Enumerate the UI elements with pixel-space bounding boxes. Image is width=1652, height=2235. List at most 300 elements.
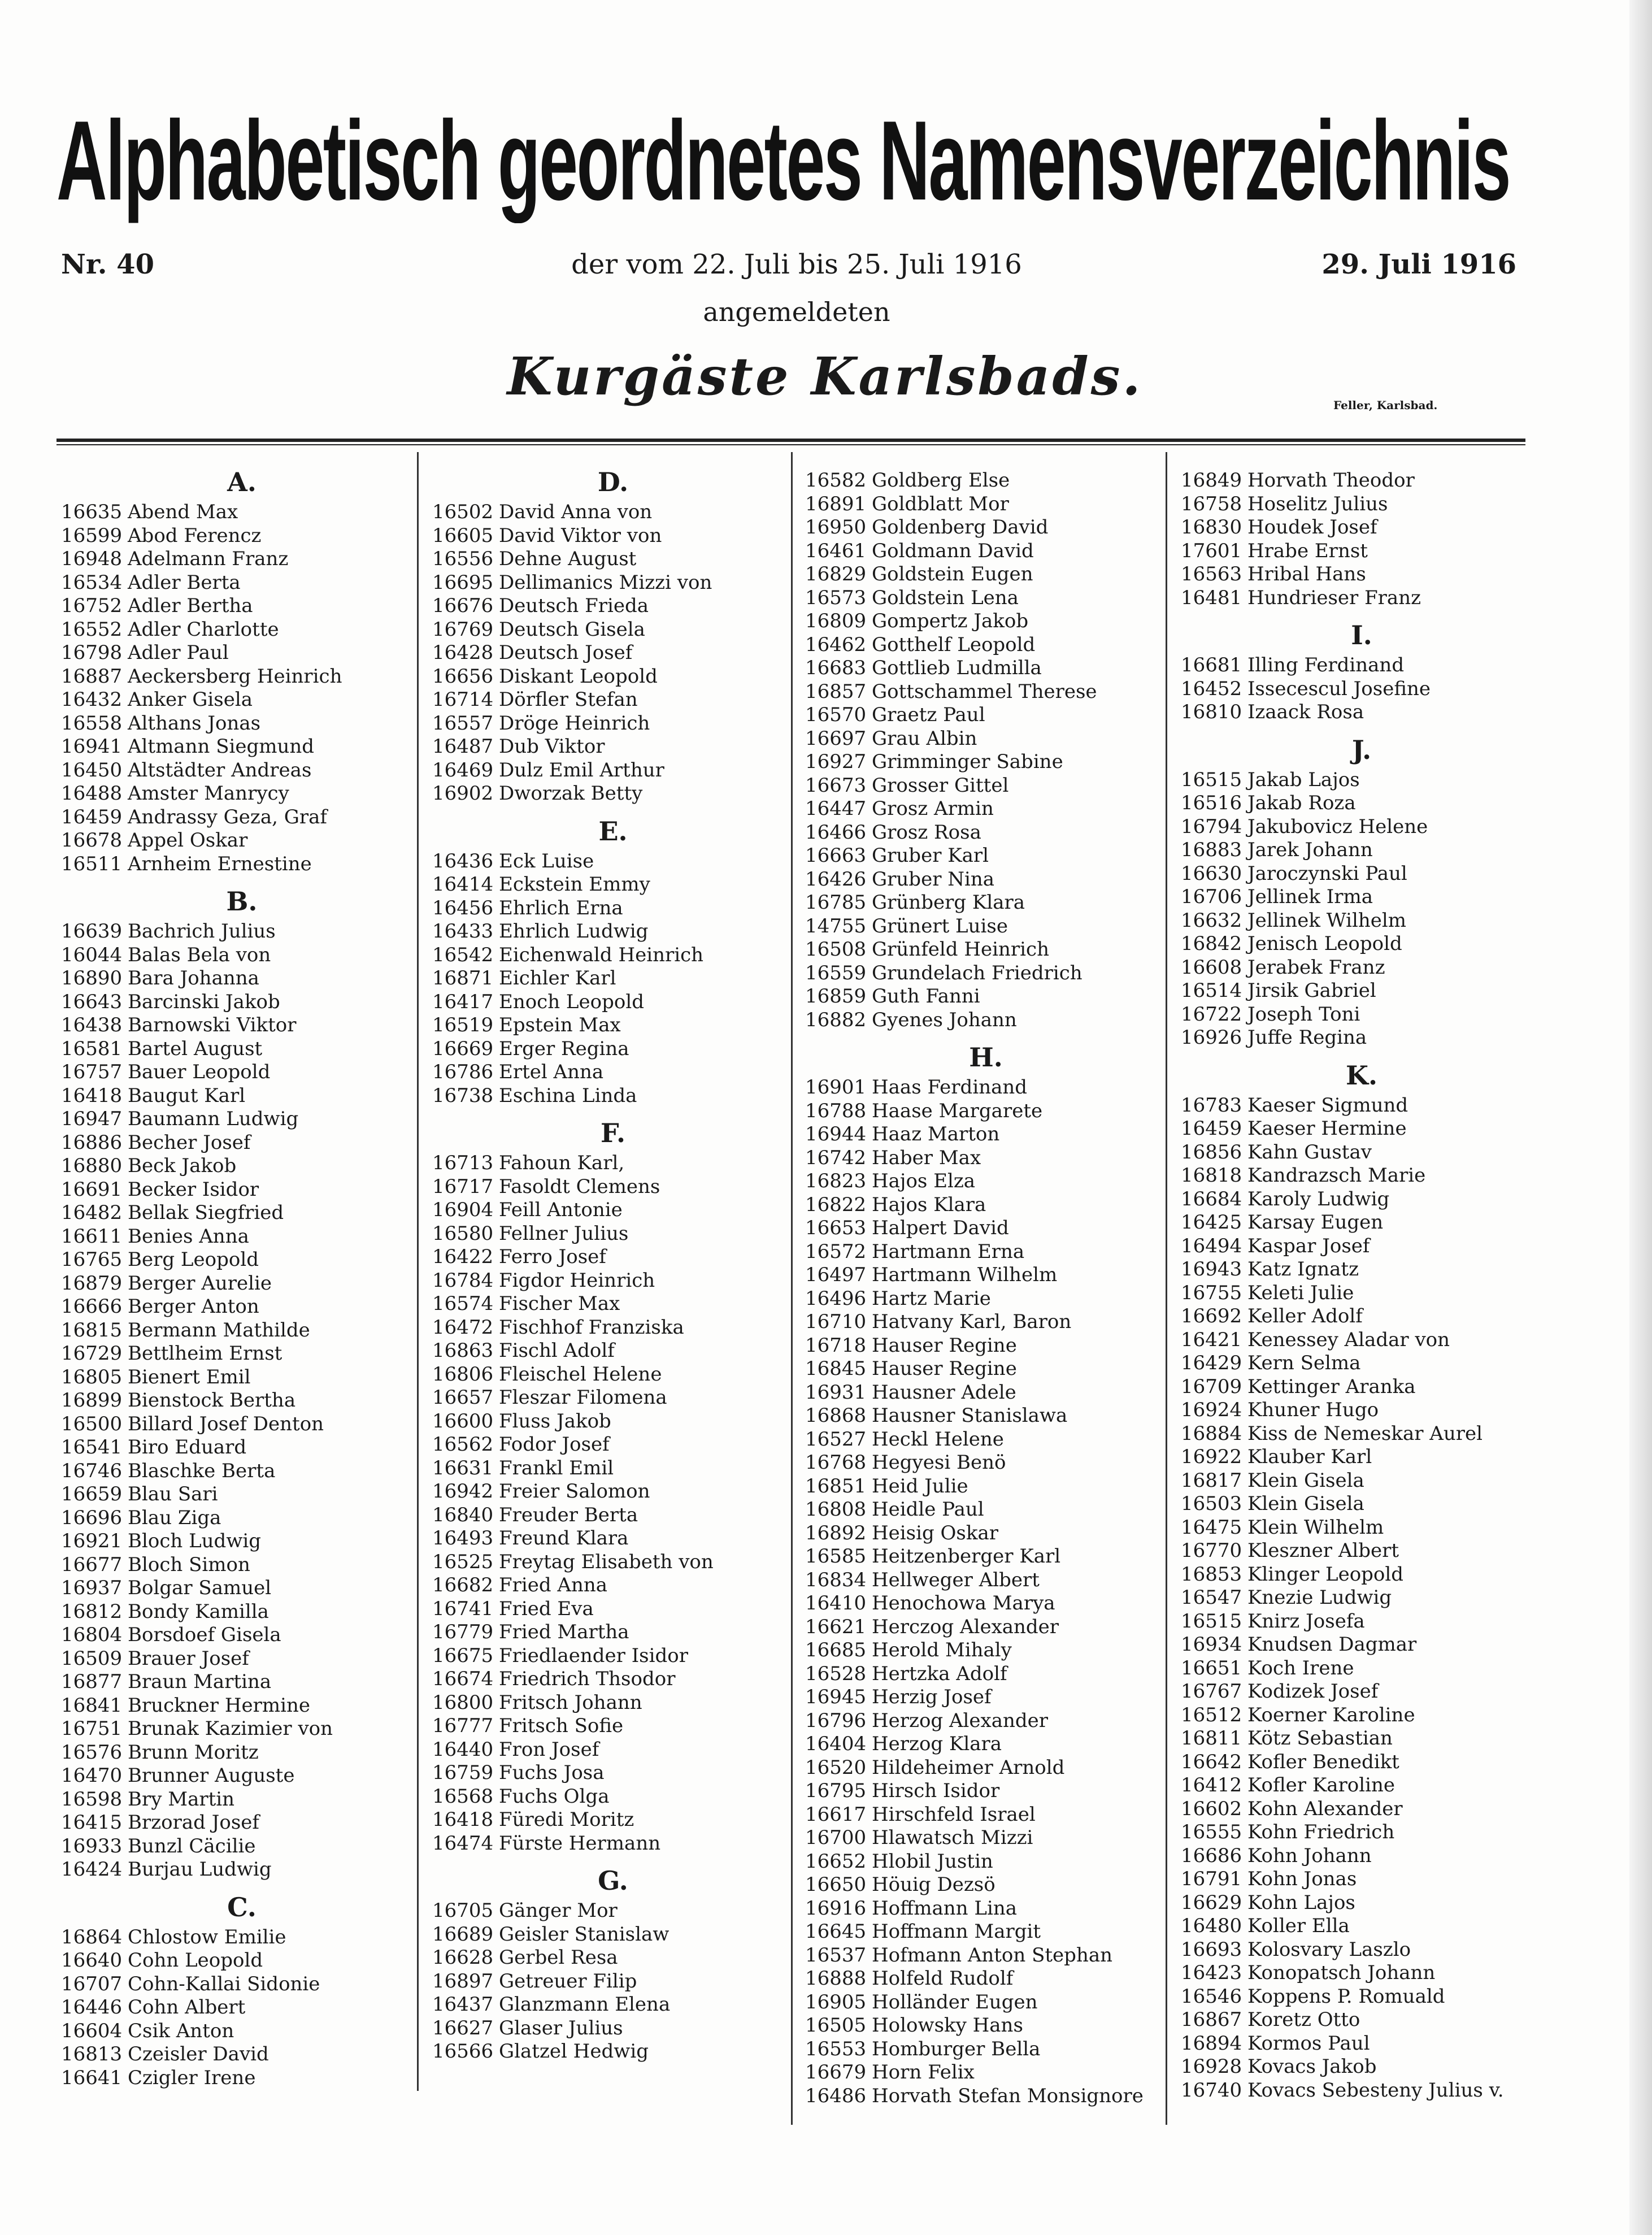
- entry-name: Klein Gisela: [1247, 1469, 1364, 1492]
- list-item: [432, 1292, 794, 1316]
- entry-name: Koretz Otto: [1247, 2008, 1360, 2031]
- entry-name: Friedrich Thsodor: [499, 1668, 676, 1690]
- entry-name: Kettinger Aranka: [1247, 1375, 1416, 1398]
- entry-number: 16559: [805, 961, 867, 984]
- letter-section: [1181, 469, 1542, 610]
- list-item: [61, 1014, 423, 1038]
- entry-name: Kohn Alexander: [1247, 1797, 1403, 1820]
- list-item: [61, 1949, 423, 1973]
- entry-number: 16581: [61, 1037, 123, 1060]
- list-item: [1181, 1492, 1542, 1516]
- list-item: [1181, 1868, 1542, 1891]
- letter-section: [61, 463, 423, 876]
- list-item: [61, 1624, 423, 1647]
- letter-heading: B.: [226, 886, 258, 917]
- list-item: [805, 1287, 1167, 1311]
- list-item: [61, 1647, 423, 1671]
- entry-number: 16656: [432, 665, 494, 688]
- entry-number: 16598: [61, 1787, 123, 1811]
- entry-name: Koppens P. Romuald: [1247, 1985, 1445, 2008]
- list-item: [1181, 1727, 1542, 1751]
- entry-number: 16823: [805, 1170, 867, 1192]
- entry-name: Kahn Gustav: [1247, 1140, 1372, 1164]
- entry-name: Glaser Julius: [499, 2016, 623, 2039]
- entry-name: Adler Paul: [128, 641, 229, 664]
- entry-number: 16686: [1181, 1844, 1242, 1867]
- entry-number: 16948: [61, 548, 123, 570]
- list-item: [61, 1389, 423, 1413]
- entry-name: Koerner Karoline: [1247, 1703, 1415, 1726]
- entry-number: 16794: [1181, 815, 1242, 838]
- entry-name: Herzog Alexander: [872, 1709, 1049, 1732]
- entry-number: 16481: [1181, 586, 1242, 609]
- entry-number: 16639: [61, 920, 123, 943]
- list-item: [432, 1175, 794, 1199]
- list-item: [432, 1551, 794, 1574]
- list-item: [805, 1475, 1167, 1499]
- entry-name: Bartel August: [128, 1037, 263, 1060]
- entry-name: Herzog Klara: [872, 1733, 1002, 1755]
- list-item: [61, 1741, 423, 1765]
- list-item: [432, 1715, 794, 1738]
- entry-number: 16651: [1181, 1656, 1242, 1679]
- name-column-4: [1181, 469, 1542, 2102]
- entry-number: 16928: [1181, 2055, 1242, 2078]
- list-item: [805, 1123, 1167, 1147]
- entry-name: Jellinek Wilhelm: [1247, 909, 1407, 932]
- list-item: [805, 821, 1167, 845]
- list-item: [432, 1691, 794, 1715]
- entry-name: Bienert Emil: [128, 1365, 251, 1388]
- list-item: [61, 1507, 423, 1530]
- entry-number: 16927: [805, 750, 867, 773]
- letter-section: [805, 1032, 1167, 2108]
- entry-number: 16947: [61, 1108, 123, 1130]
- list-item: [805, 704, 1167, 727]
- entry-number: 16883: [1181, 839, 1242, 861]
- list-item: [432, 548, 794, 571]
- list-item: [805, 1592, 1167, 1616]
- entry-name: Abod Ferencz: [128, 524, 262, 547]
- list-item: [432, 1457, 794, 1481]
- list-item: [61, 665, 423, 689]
- entry-number: 16740: [1181, 2078, 1242, 2102]
- entry-number: 16600: [432, 1409, 494, 1433]
- list-item: [61, 1577, 423, 1600]
- entry-name: Glatzel Hedwig: [499, 2040, 649, 2063]
- letter-heading: K.: [1346, 1060, 1377, 1091]
- entry-number: 16879: [61, 1271, 123, 1295]
- entry-name: Czeisler David: [128, 2043, 269, 2065]
- entry-name: Goldblatt Mor: [872, 492, 1009, 515]
- list-item: [1181, 2079, 1542, 2103]
- entry-number: 16570: [805, 704, 867, 726]
- list-item: [1181, 1352, 1542, 1375]
- list-item: [61, 524, 423, 548]
- entry-name: Grünberg Klara: [872, 891, 1025, 914]
- entry-number: 16700: [805, 1826, 867, 1849]
- entry-number: 16943: [1181, 1258, 1242, 1281]
- entry-number: 16902: [432, 782, 494, 805]
- entry-number: 16759: [432, 1761, 494, 1784]
- list-item: [61, 1717, 423, 1741]
- entry-number: 14755: [805, 914, 867, 938]
- entry-number: 16632: [1181, 909, 1242, 932]
- entry-number: 16628: [432, 1946, 494, 1969]
- list-item: [805, 1498, 1167, 1522]
- entry-name: Kolosvary Laszlo: [1247, 1938, 1411, 1961]
- entry-number: 16795: [805, 1780, 867, 1802]
- entry-name: Burjau Ludwig: [128, 1858, 272, 1881]
- entry-number: 16500: [61, 1412, 123, 1435]
- list-item: [1181, 1891, 1542, 1915]
- letter-heading: E.: [598, 815, 628, 847]
- list-item: [61, 1038, 423, 1061]
- list-item: [1181, 1282, 1542, 1305]
- entry-name: Grosz Armin: [872, 797, 994, 820]
- entry-name: Karoly Ludwig: [1247, 1187, 1390, 1210]
- entry-name: Dörfler Stefan: [499, 688, 638, 711]
- list-item: [805, 1147, 1167, 1170]
- list-item: [432, 1084, 794, 1108]
- entry-name: Borsdoef Gisela: [128, 1624, 281, 1646]
- list-item: [61, 759, 423, 783]
- list-item: [432, 1480, 794, 1504]
- entry-number: 16482: [61, 1201, 123, 1224]
- entry-number: 16663: [805, 844, 867, 867]
- list-item: [432, 1199, 794, 1222]
- entry-name: Goldmann David: [872, 539, 1034, 562]
- list-item: [1181, 792, 1542, 815]
- entry-number: 16437: [432, 1993, 494, 2016]
- list-item: [61, 571, 423, 595]
- entry-number: 16805: [61, 1365, 123, 1388]
- list-item: [432, 1738, 794, 1762]
- entry-name: Kiss de Nemeskar Aurel: [1247, 1422, 1483, 1445]
- entry-name: Freund Klara: [499, 1527, 629, 1550]
- entry-name: Kovacs Jakob: [1247, 2055, 1377, 2078]
- entry-number: 16440: [432, 1738, 494, 1761]
- entry-number: 16472: [432, 1316, 494, 1339]
- entry-number: 16834: [805, 1568, 867, 1591]
- entry-name: Baumann Ludwig: [128, 1108, 299, 1130]
- entry-name: Dub Viktor: [499, 735, 605, 758]
- list-item: [1181, 2055, 1542, 2079]
- entry-name: Houdek Josef: [1247, 516, 1377, 539]
- entry-name: Homburger Bella: [872, 2037, 1041, 2060]
- entry-name: Bry Martin: [128, 1787, 235, 1811]
- entry-number: 16537: [805, 1943, 867, 1967]
- list-item: [1181, 1563, 1542, 1587]
- entry-name: Adler Bertha: [128, 594, 253, 617]
- entry-name: Fodor Josef: [499, 1433, 610, 1456]
- list-item: [805, 1686, 1167, 1709]
- date-range-line: der vom 22. Juli bis 25. Juli 1916: [571, 249, 1022, 280]
- entry-name: Illing Ferdinand: [1247, 654, 1405, 676]
- entry-name: Eichler Karl: [499, 967, 616, 990]
- entry-name: Goldstein Lena: [872, 586, 1019, 609]
- entry-number: 16758: [1181, 492, 1242, 515]
- entry-name: Katz Ignatz: [1247, 1258, 1359, 1281]
- entry-name: Bettlheim Ernst: [128, 1342, 282, 1365]
- entry-name: Knezie Ludwig: [1247, 1586, 1392, 1609]
- entry-number: 16546: [1181, 1985, 1242, 2008]
- entry-number: 16582: [805, 469, 867, 492]
- entry-number: 16864: [61, 1925, 123, 1948]
- entry-name: Frankl Emil: [499, 1456, 614, 1479]
- list-item: [805, 915, 1167, 939]
- entry-number: 16459: [61, 805, 123, 828]
- list-item: [432, 641, 794, 665]
- list-item: [61, 641, 423, 665]
- entry-name: Fleszar Filomena: [499, 1386, 667, 1409]
- entry-name: Hertzka Adolf: [872, 1662, 1007, 1685]
- list-item: [1181, 979, 1542, 1003]
- entry-name: Ehrlich Erna: [499, 896, 623, 919]
- entry-name: Glanzmann Elena: [499, 1993, 671, 2016]
- entry-name: Füredi Moritz: [499, 1808, 634, 1831]
- list-item: [61, 1835, 423, 1859]
- entry-number: 16689: [432, 1922, 494, 1946]
- list-item: [805, 1404, 1167, 1428]
- list-item: [805, 1334, 1167, 1358]
- list-item: [432, 688, 794, 712]
- list-item: [805, 962, 1167, 986]
- entry-number: 16868: [805, 1404, 867, 1427]
- entry-number: 16685: [805, 1639, 867, 1661]
- list-item: [805, 657, 1167, 680]
- entry-name: Kohn Johann: [1247, 1844, 1372, 1867]
- entry-number: 16880: [61, 1155, 123, 1177]
- entry-name: Dehne August: [499, 548, 637, 570]
- entry-number: 16432: [61, 688, 123, 711]
- entry-number: 16945: [805, 1686, 867, 1708]
- entry-number: 16937: [61, 1577, 123, 1599]
- entry-name: Fischl Adolf: [499, 1339, 615, 1362]
- list-item: [432, 665, 794, 689]
- entry-name: Klinger Leopold: [1247, 1563, 1404, 1586]
- list-item: [61, 1460, 423, 1483]
- entry-name: Grau Albin: [872, 727, 977, 750]
- entry-name: Amster Manrycy: [128, 782, 289, 805]
- entry-name: Kleszner Albert: [1247, 1539, 1399, 1562]
- entry-name: Grünert Luise: [872, 914, 1008, 938]
- list-item: [805, 1756, 1167, 1780]
- entry-name: Appel Oskar: [128, 829, 248, 852]
- list-item: [61, 1436, 423, 1460]
- letter-section: [432, 1855, 794, 2064]
- entry-number: 16505: [805, 2014, 867, 2037]
- list-item: [432, 873, 794, 897]
- list-item: [1181, 1938, 1542, 1962]
- entry-number: 16426: [805, 867, 867, 891]
- entry-number: 16765: [61, 1248, 123, 1271]
- list-item: [432, 524, 794, 548]
- entry-name: Heitzenberger Karl: [872, 1545, 1061, 1568]
- list-item: [432, 1621, 794, 1644]
- entry-name: Dulz Emil Arthur: [499, 758, 664, 782]
- entry-name: Hundrieser Franz: [1247, 586, 1421, 609]
- entry-name: Freytag Elisabeth von: [499, 1550, 714, 1573]
- entry-name: Hajos Klara: [872, 1193, 986, 1216]
- list-item: [1181, 1985, 1542, 2009]
- list-item: [1181, 1375, 1542, 1399]
- list-item: [432, 1504, 794, 1527]
- entry-name: Altmann Siegmund: [128, 735, 315, 758]
- entry-name: Issecescul Josefine: [1247, 677, 1431, 700]
- list-item: [432, 991, 794, 1014]
- entry-name: Heckl Helene: [872, 1427, 1004, 1451]
- entry-number: 16604: [61, 2019, 123, 2042]
- entry-name: Haase Margarete: [872, 1099, 1043, 1122]
- entry-number: 16706: [1181, 886, 1242, 908]
- entry-name: Kovacs Sebesteny Julius v.: [1247, 2078, 1504, 2102]
- entry-number: 16424: [61, 1858, 123, 1881]
- list-item: [61, 688, 423, 712]
- list-item: [805, 2085, 1167, 2108]
- entry-number: 16798: [61, 641, 123, 664]
- list-item: [805, 1428, 1167, 1452]
- entry-number: 16785: [805, 891, 867, 914]
- entry-number: 16849: [1181, 469, 1242, 492]
- letter-section: [432, 1108, 794, 1855]
- list-item: [432, 782, 794, 806]
- entry-name: Kofler Karoline: [1247, 1774, 1395, 1796]
- entry-name: Eck Luise: [499, 849, 594, 873]
- entry-number: 16707: [61, 1972, 123, 1995]
- entry-number: 16496: [805, 1287, 867, 1310]
- entry-number: 16469: [432, 758, 494, 782]
- entry-name: Haber Max: [872, 1146, 981, 1169]
- entry-name: Hartmann Erna: [872, 1240, 1025, 1263]
- list-item: [1181, 678, 1542, 701]
- entry-number: 16459: [1181, 1117, 1242, 1140]
- entry-number: 16769: [432, 618, 494, 641]
- entry-name: Holowsky Hans: [872, 2014, 1023, 2037]
- entry-number: 16425: [1181, 1211, 1242, 1234]
- entry-number: 16404: [805, 1733, 867, 1755]
- entry-name: Holländer Eugen: [872, 1990, 1038, 2013]
- entry-number: 16890: [61, 967, 123, 990]
- entry-number: 16777: [432, 1715, 494, 1737]
- entry-number: 16515: [1181, 768, 1242, 791]
- entry-number: 16924: [1181, 1399, 1242, 1421]
- entry-number: 16438: [61, 1014, 123, 1036]
- entry-number: 16815: [61, 1318, 123, 1342]
- entry-name: Blau Ziga: [128, 1506, 221, 1529]
- entry-name: Abend Max: [128, 501, 238, 523]
- list-item: [805, 1170, 1167, 1194]
- entry-number: 16503: [1181, 1492, 1242, 1515]
- entry-name: Dröge Heinrich: [499, 711, 650, 735]
- entry-name: Brauer Josef: [128, 1647, 249, 1670]
- list-item: [805, 610, 1167, 633]
- entry-name: Hartz Marie: [872, 1287, 991, 1310]
- entry-name: Jakab Lajos: [1247, 768, 1360, 791]
- entry-number: 16791: [1181, 1868, 1242, 1890]
- entry-name: Goldberg Else: [872, 469, 1010, 492]
- list-item: [432, 1061, 794, 1084]
- entry-number: 16520: [805, 1756, 867, 1779]
- list-item: [805, 1264, 1167, 1287]
- entry-number: 16456: [432, 896, 494, 919]
- list-item: [61, 853, 423, 876]
- entry-name: Jirsik Gabriel: [1247, 979, 1376, 1002]
- entry-number: 16818: [1181, 1164, 1242, 1187]
- list-item: [1181, 1961, 1542, 1985]
- entry-name: Blaschke Berta: [128, 1459, 276, 1482]
- list-item: [1181, 1633, 1542, 1657]
- list-item: [805, 1545, 1167, 1569]
- list-item: [432, 1761, 794, 1785]
- entry-number: 16659: [61, 1483, 123, 1505]
- list-item: [432, 1527, 794, 1551]
- list-item: [805, 680, 1167, 704]
- entry-number: 16486: [805, 2084, 867, 2107]
- entry-number: 16822: [805, 1193, 867, 1216]
- entry-number: 16452: [1181, 677, 1242, 700]
- entry-name: Kenessey Aladar von: [1247, 1328, 1450, 1351]
- entry-name: Barcinski Jakob: [128, 990, 280, 1013]
- entry-name: Kodizek Josef: [1247, 1680, 1379, 1703]
- list-item: [805, 1897, 1167, 1921]
- entry-name: Bermann Mathilde: [128, 1318, 310, 1342]
- list-item: [805, 891, 1167, 915]
- header-rule-thin: [56, 444, 1525, 445]
- list-item: [805, 1944, 1167, 1968]
- entry-name: Fleischel Helene: [499, 1362, 662, 1386]
- list-item: [61, 618, 423, 642]
- entry-number: 16808: [805, 1498, 867, 1521]
- entry-number: 16856: [1181, 1140, 1242, 1164]
- entry-number: 16770: [1181, 1539, 1242, 1562]
- list-item: [432, 1923, 794, 1947]
- list-item: [61, 1108, 423, 1131]
- list-item: [61, 782, 423, 806]
- entry-number: 16519: [432, 1014, 494, 1036]
- entry-number: 16515: [1181, 1609, 1242, 1633]
- list-item: [805, 563, 1167, 587]
- entry-number: 16558: [61, 711, 123, 735]
- entry-name: Getreuer Filip: [499, 1969, 637, 1993]
- entry-name: David Viktor von: [499, 524, 662, 547]
- entry-number: 16942: [432, 1480, 494, 1503]
- entry-name: Gottlieb Ludmilla: [872, 657, 1042, 679]
- entry-name: Höuig Dezsö: [872, 1873, 995, 1896]
- entry-name: Brunn Moritz: [128, 1741, 259, 1764]
- entry-name: Kaeser Hermine: [1247, 1117, 1407, 1140]
- entry-name: Klein Gisela: [1247, 1492, 1364, 1515]
- entry-name: Fellner Julius: [499, 1222, 629, 1245]
- list-item: [61, 1295, 423, 1319]
- entry-name: Kandrazsch Marie: [1247, 1164, 1426, 1187]
- entry-number: 16681: [1181, 654, 1242, 676]
- entry-name: Koller Ella: [1247, 1915, 1350, 1937]
- list-item: [61, 1670, 423, 1694]
- list-item: [1181, 1141, 1542, 1165]
- list-item: [432, 920, 794, 944]
- entry-name: Hildeheimer Arnold: [872, 1756, 1065, 1779]
- list-item: [805, 797, 1167, 821]
- list-item: [432, 897, 794, 921]
- entry-number: 16418: [432, 1808, 494, 1831]
- entry-number: 16684: [1181, 1187, 1242, 1210]
- entry-name: Adelmann Franz: [128, 548, 289, 570]
- entry-name: Bara Johanna: [128, 967, 259, 990]
- entry-name: Balas Bela von: [128, 943, 271, 966]
- list-item: [805, 587, 1167, 610]
- list-item: [61, 1600, 423, 1624]
